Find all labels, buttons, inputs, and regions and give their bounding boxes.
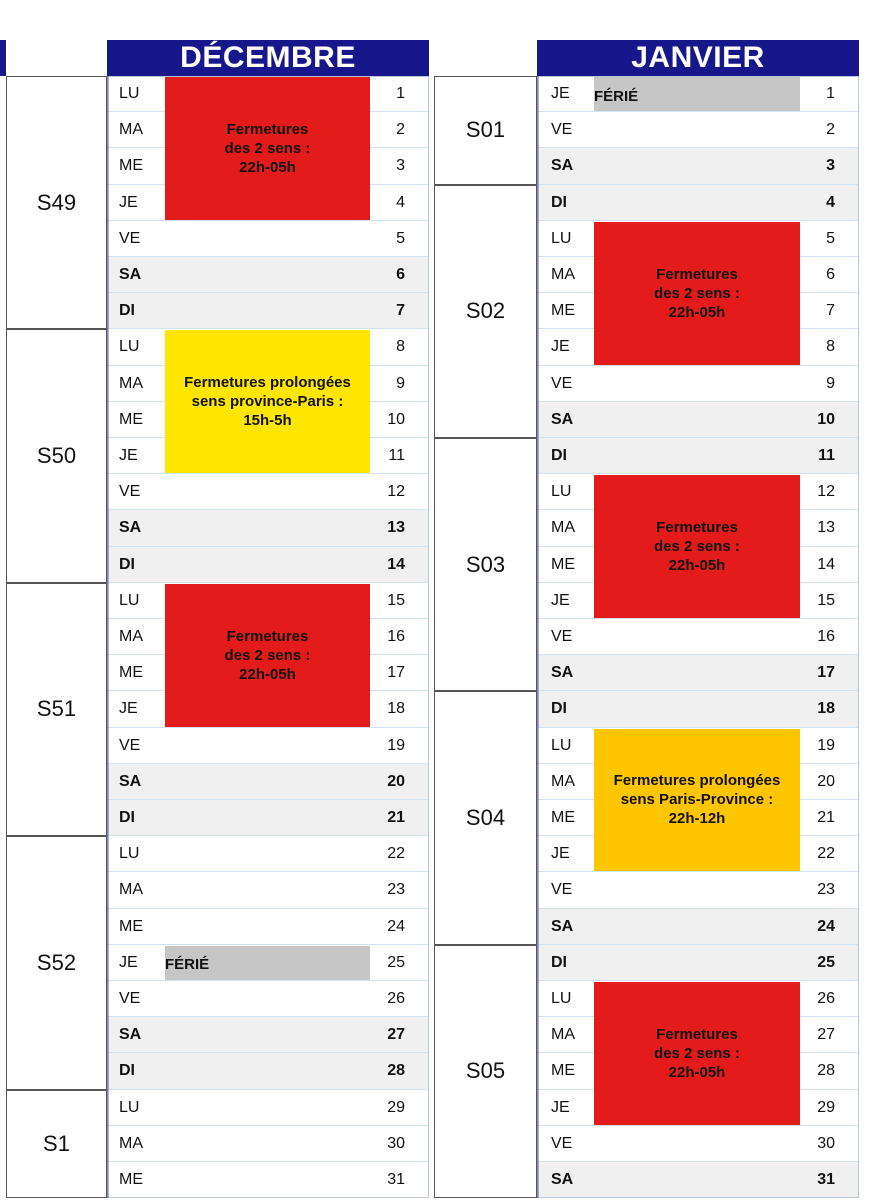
day-abbrev: DI — [119, 809, 135, 827]
closure-text-line: des 2 sens : — [224, 646, 311, 664]
day-number: 4 — [826, 193, 835, 211]
day-number: 29 — [387, 1098, 405, 1116]
day-abbrev: LU — [119, 338, 140, 356]
day-number: 7 — [396, 302, 405, 320]
closure-text-line: Fermetures prolongées — [613, 772, 781, 790]
day-number: 1 — [396, 85, 405, 103]
day-abbrev: VE — [551, 1134, 573, 1152]
day-abbrev: MA — [119, 628, 143, 646]
day-number: 7 — [826, 302, 835, 320]
day-number: 24 — [387, 917, 405, 935]
day-number: 6 — [396, 266, 405, 284]
day-number: 21 — [387, 809, 405, 827]
closure-text-line: Fermetures — [656, 265, 738, 283]
day-abbrev: ME — [551, 1062, 575, 1080]
day-number: 13 — [387, 519, 405, 537]
day-number: 16 — [387, 628, 405, 646]
day-abbrev: DI — [119, 302, 135, 320]
closure-text-line: Fermetures — [226, 120, 309, 138]
week-label: S04 — [434, 691, 537, 944]
day-number: 25 — [387, 953, 405, 971]
day-abbrev: MA — [119, 881, 143, 899]
closure-text-line: sens Paris-Province : — [620, 791, 774, 809]
day-number: 3 — [396, 157, 405, 175]
day-number: 12 — [817, 483, 835, 501]
day-number: 18 — [387, 700, 405, 718]
day-abbrev: ME — [119, 664, 143, 682]
closure-text-line: 22h-12h — [668, 810, 726, 828]
day-number: 15 — [387, 591, 405, 609]
day-abbrev: JE — [551, 338, 570, 356]
day-abbrev: LU — [119, 591, 140, 609]
day-abbrev: VE — [119, 736, 141, 754]
closure-text-line: FÉRIÉ — [594, 87, 639, 105]
day-number: 27 — [817, 1026, 835, 1044]
day-abbrev: VE — [551, 881, 573, 899]
day-abbrev: MA — [119, 121, 143, 139]
day-abbrev: LU — [119, 1098, 140, 1116]
day-number: 27 — [387, 1026, 405, 1044]
day-number: 30 — [387, 1134, 405, 1152]
day-number: 21 — [817, 809, 835, 827]
day-number: 8 — [396, 338, 405, 356]
holiday-block — [165, 946, 370, 980]
day-number: 28 — [817, 1062, 835, 1080]
day-abbrev: LU — [551, 990, 572, 1008]
day-abbrev: SA — [119, 519, 142, 537]
day-abbrev: JE — [551, 1098, 570, 1116]
week-label: S52 — [6, 836, 107, 1089]
closure-text-line: 22h-05h — [668, 1063, 726, 1081]
day-abbrev: VE — [119, 483, 141, 501]
day-abbrev: LU — [551, 736, 572, 754]
day-abbrev: ME — [551, 555, 575, 573]
day-abbrev: JE — [119, 953, 138, 971]
left-edge-rule — [0, 40, 6, 76]
day-number: 30 — [817, 1134, 835, 1152]
day-abbrev: DI — [119, 555, 135, 573]
day-number: 20 — [817, 772, 835, 790]
day-abbrev: SA — [119, 1026, 142, 1044]
closure-text-line: sens province-Paris : — [191, 393, 344, 411]
day-number: 1 — [826, 85, 835, 103]
closure-text-line: 22h-05h — [668, 557, 726, 575]
day-number: 4 — [396, 193, 405, 211]
day-abbrev: DI — [551, 193, 567, 211]
day-abbrev: MA — [551, 519, 575, 537]
closure-block — [594, 982, 800, 1125]
day-abbrev: VE — [551, 374, 573, 392]
day-abbrev: JE — [551, 845, 570, 863]
day-abbrev: MA — [119, 374, 143, 392]
day-number: 5 — [826, 229, 835, 247]
day-abbrev: SA — [119, 772, 142, 790]
closure-text-line: Fermetures prolongées — [184, 374, 351, 392]
day-number: 18 — [817, 700, 835, 718]
day-number: 23 — [817, 881, 835, 899]
week-label: S49 — [6, 76, 107, 329]
day-number: 22 — [817, 845, 835, 863]
day-abbrev: SA — [119, 266, 142, 284]
day-number: 8 — [826, 338, 835, 356]
day-number: 19 — [817, 736, 835, 754]
day-number: 16 — [817, 628, 835, 646]
closure-text-line: Fermetures — [656, 519, 738, 537]
week-label: S02 — [434, 185, 537, 438]
closure-block — [594, 222, 800, 365]
day-abbrev: SA — [551, 1171, 574, 1189]
closure-text-line: des 2 sens : — [654, 284, 740, 302]
closure-text-line: Fermetures — [656, 1025, 738, 1043]
day-number: 11 — [818, 447, 835, 465]
column-divider — [107, 76, 109, 1198]
day-number: 15 — [817, 591, 835, 609]
month-header: JANVIER — [537, 40, 859, 76]
day-abbrev: ME — [119, 1171, 143, 1189]
day-number: 31 — [387, 1171, 405, 1189]
day-abbrev: ME — [119, 410, 143, 428]
week-label: S05 — [434, 945, 537, 1198]
closure-text-line: 15h-5h — [243, 412, 292, 430]
closure-block — [165, 77, 370, 220]
day-abbrev: DI — [119, 1062, 135, 1080]
day-number: 9 — [826, 374, 835, 392]
holiday-block — [594, 77, 800, 111]
day-number: 13 — [817, 519, 835, 537]
day-abbrev: MA — [551, 772, 575, 790]
day-abbrev: MA — [119, 1134, 143, 1152]
day-abbrev: VE — [551, 121, 573, 139]
day-number: 17 — [817, 664, 835, 682]
day-number: 12 — [387, 483, 405, 501]
day-number: 10 — [817, 410, 835, 428]
day-number: 25 — [817, 953, 835, 971]
closure-text-line: 22h-05h — [239, 665, 296, 683]
week-label: S01 — [434, 76, 537, 185]
day-number: 20 — [387, 772, 405, 790]
closure-text-line: des 2 sens : — [654, 1044, 740, 1062]
closure-text-line: 22h-05h — [668, 303, 726, 321]
day-abbrev: LU — [119, 85, 140, 103]
day-number: 24 — [817, 917, 835, 935]
day-number: 3 — [826, 157, 835, 175]
day-number: 22 — [387, 845, 405, 863]
day-abbrev: SA — [551, 157, 574, 175]
day-number: 31 — [817, 1171, 835, 1189]
day-number: 23 — [387, 881, 405, 899]
day-abbrev: JE — [551, 85, 570, 103]
closure-block — [165, 584, 370, 727]
day-abbrev: DI — [551, 953, 567, 971]
day-number: 19 — [387, 736, 405, 754]
closure-block — [594, 475, 800, 618]
day-abbrev: ME — [119, 157, 143, 175]
day-number: 10 — [387, 410, 405, 428]
closure-block — [165, 330, 370, 473]
day-abbrev: JE — [119, 447, 138, 465]
closure-block — [594, 729, 800, 872]
day-abbrev: JE — [551, 591, 570, 609]
day-abbrev: MA — [551, 1026, 575, 1044]
day-number: 14 — [387, 555, 405, 573]
day-abbrev: ME — [551, 302, 575, 320]
week-label: S50 — [6, 329, 107, 582]
day-abbrev: SA — [551, 664, 574, 682]
day-abbrev: VE — [119, 229, 141, 247]
day-number: 2 — [396, 121, 405, 139]
day-number: 2 — [826, 121, 835, 139]
day-number: 26 — [387, 990, 405, 1008]
closure-text-line: Fermetures — [226, 627, 309, 645]
day-abbrev: JE — [119, 700, 138, 718]
day-number: 6 — [826, 266, 835, 284]
day-abbrev: VE — [119, 990, 141, 1008]
day-abbrev: MA — [551, 266, 575, 284]
day-abbrev: ME — [551, 809, 575, 827]
day-abbrev: DI — [551, 447, 567, 465]
day-number: 17 — [387, 664, 405, 682]
day-number: 11 — [388, 447, 405, 465]
day-abbrev: DI — [551, 700, 567, 718]
day-abbrev: VE — [551, 628, 573, 646]
day-number: 28 — [387, 1062, 405, 1080]
column-divider — [537, 76, 539, 1198]
closure-text-line: des 2 sens : — [224, 139, 311, 157]
week-label: S1 — [6, 1090, 107, 1199]
day-abbrev: SA — [551, 410, 574, 428]
day-number: 14 — [817, 555, 835, 573]
week-label: S51 — [6, 583, 107, 836]
day-number: 5 — [396, 229, 405, 247]
day-abbrev: LU — [119, 845, 140, 863]
month-header: DÉCEMBRE — [107, 40, 429, 76]
day-abbrev: LU — [551, 229, 572, 247]
closure-text-line: des 2 sens : — [654, 538, 740, 556]
day-abbrev: SA — [551, 917, 574, 935]
day-abbrev: ME — [119, 917, 143, 935]
day-abbrev: LU — [551, 483, 572, 501]
day-number: 26 — [817, 990, 835, 1008]
day-number: 29 — [817, 1098, 835, 1116]
day-number: 9 — [396, 374, 405, 392]
week-label: S03 — [434, 438, 537, 691]
closure-text-line: 22h-05h — [239, 158, 296, 176]
closure-text-line: FÉRIÉ — [165, 956, 210, 974]
day-abbrev: JE — [119, 193, 138, 211]
